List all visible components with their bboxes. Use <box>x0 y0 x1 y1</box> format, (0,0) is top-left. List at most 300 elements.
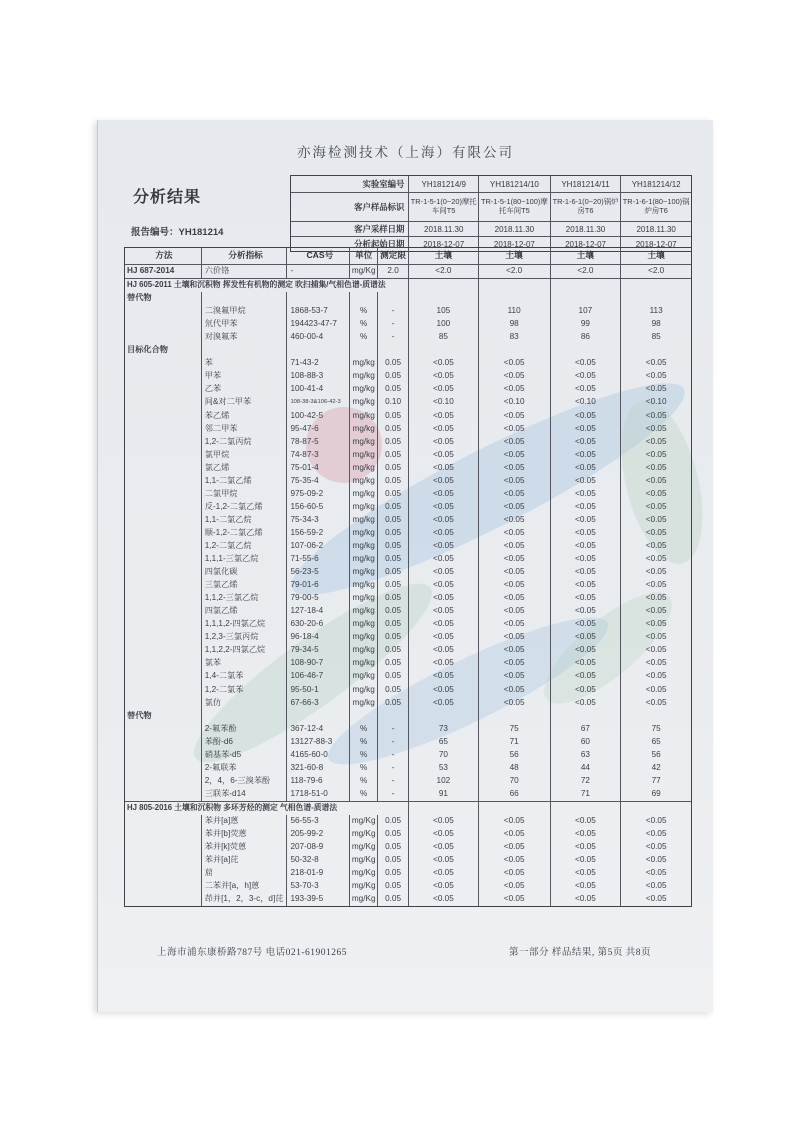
analyte-cell: 1,1-二氯乙烯 <box>202 475 288 488</box>
table-row <box>125 344 691 357</box>
analyte-cell: 1,2,3-三氯丙烷 <box>202 631 288 644</box>
table-row <box>125 514 691 527</box>
method-cell <box>125 383 202 396</box>
limit-cell: 0.05 <box>378 684 409 697</box>
unit-cell: mg/kg <box>350 670 378 683</box>
unit-cell: mg/Kg <box>350 893 378 906</box>
method-cell <box>125 396 202 409</box>
analyte-cell: 1,2-二氯丙烷 <box>202 436 288 449</box>
result-value-cell: <0.05 <box>479 553 551 566</box>
table-cell <box>551 344 622 357</box>
unit-cell: mg/kg <box>350 618 378 631</box>
result-value-cell: <0.05 <box>645 684 667 694</box>
cas-cell: 108-38-3&106-42-3 <box>287 396 350 409</box>
result-value-cell: <2.0 <box>648 266 665 275</box>
table-row <box>125 893 691 906</box>
result-value-cell: <0.05 <box>479 449 551 462</box>
sample-header-label: 客户样品标识 <box>291 193 409 221</box>
result-value-cell: <0.05 <box>409 370 479 383</box>
cas-cell: 193-39-5 <box>287 893 350 906</box>
table-cell <box>202 292 288 305</box>
unit-cell: mg/kg <box>350 631 378 644</box>
analyte-cell: 四氯乙烯 <box>202 605 288 618</box>
result-value-cell: <0.05 <box>409 880 479 893</box>
result-value-cell: <0.05 <box>409 514 479 527</box>
limit-cell: 0.10 <box>378 396 409 409</box>
table-row <box>125 331 691 344</box>
cas-cell: 118-79-6 <box>287 775 350 788</box>
table-row <box>125 553 691 566</box>
cas-cell: 367-12-4 <box>287 723 350 736</box>
result-value-cell: 85 <box>651 332 661 342</box>
method-cell <box>125 501 202 514</box>
cas-cell: 156-59-2 <box>287 527 350 540</box>
table-row <box>125 788 691 801</box>
method-cell <box>125 670 202 683</box>
result-value-cell: 56 <box>479 749 551 762</box>
section-title-cell: HJ 605-2011 土壤和沉积物 挥发性有机物的测定 吹扫捕集/气相色谱-质谱法 <box>125 279 409 292</box>
method-cell <box>125 749 202 762</box>
result-value-cell: <0.05 <box>551 697 622 710</box>
result-value-cell: <0.10 <box>645 397 667 407</box>
analyte-cell: 苯酚-d6 <box>202 736 288 749</box>
unit-cell: mg/kg <box>350 592 378 605</box>
result-value-cell: <0.05 <box>479 370 551 383</box>
result-value-cell: <0.05 <box>645 658 667 668</box>
result-value-cell: <0.05 <box>409 462 479 475</box>
result-value-cell: 69 <box>651 788 661 798</box>
method-cell <box>125 449 202 462</box>
unit-cell: mg/kg <box>350 383 378 396</box>
analyte-cell: 甲苯 <box>202 370 288 383</box>
result-value-cell: <0.05 <box>479 631 551 644</box>
result-value-cell: <0.10 <box>409 396 479 409</box>
unit-cell: % <box>350 723 378 736</box>
limit-cell: 0.05 <box>378 841 409 854</box>
analyte-cell: 茚并[1，2，3-c，d]芘 <box>202 893 288 906</box>
cas-cell: 975-09-2 <box>287 488 350 501</box>
cas-cell: 79-00-5 <box>287 592 350 605</box>
limit-cell: 0.05 <box>378 592 409 605</box>
analyte-cell: 对溴氟苯 <box>202 331 288 344</box>
result-value-cell: <0.05 <box>551 867 622 880</box>
cas-cell: 218-01-9 <box>287 867 350 880</box>
table-row <box>125 684 691 697</box>
sample-header-value: 2018.11.30 <box>551 222 622 236</box>
result-value-cell: 100 <box>409 318 479 331</box>
result-value-cell: <0.05 <box>479 657 551 670</box>
cas-cell: 100-42-5 <box>287 410 350 423</box>
table-cell <box>479 279 551 292</box>
analyte-cell: 苯并[b]荧蒽 <box>202 828 288 841</box>
sample-header-value: 2018.11.30 <box>409 222 479 236</box>
method-cell <box>125 867 202 880</box>
cas-cell: 13127-88-3 <box>287 736 350 749</box>
table-cell <box>621 344 691 357</box>
unit-cell: mg/Kg <box>350 880 378 893</box>
table-row <box>125 867 691 880</box>
table-row <box>125 828 691 841</box>
sample-header-value: TR-1-6-1(80~100)锅炉房T6 <box>622 197 690 215</box>
method-cell <box>125 854 202 867</box>
limit-cell: 0.05 <box>378 423 409 436</box>
limit-cell: 0.05 <box>378 618 409 631</box>
table-row <box>125 436 691 449</box>
method-cell <box>125 423 202 436</box>
result-value-cell: <0.05 <box>645 868 667 878</box>
result-value-cell: 73 <box>409 723 479 736</box>
result-value-cell: <0.05 <box>409 644 479 657</box>
method-cell <box>125 553 202 566</box>
table-row <box>125 631 691 644</box>
result-value-cell: <0.05 <box>645 842 667 852</box>
result-value-cell: <0.05 <box>479 867 551 880</box>
result-value-cell: <0.05 <box>479 475 551 488</box>
result-value-cell: <0.05 <box>645 671 667 681</box>
result-value-cell: <0.05 <box>409 410 479 423</box>
result-value-cell: <0.05 <box>409 893 479 906</box>
result-value-cell: <0.05 <box>551 631 622 644</box>
result-value-cell: <2.0 <box>479 265 551 278</box>
result-value-cell: <0.05 <box>551 475 622 488</box>
method-cell <box>125 736 202 749</box>
unit-cell: % <box>350 305 378 318</box>
result-value-cell: <0.05 <box>479 841 551 854</box>
method-cell <box>125 436 202 449</box>
table-row <box>125 488 691 501</box>
cas-cell: 207-08-9 <box>287 841 350 854</box>
sample-header-value: YH181214/9 <box>409 176 479 192</box>
sample-header-value: 2018-12-07 <box>479 237 551 251</box>
result-value-cell: <0.05 <box>409 449 479 462</box>
unit-cell: mg/kg <box>350 514 378 527</box>
method-cell <box>125 880 202 893</box>
table-cell <box>621 802 691 815</box>
cas-cell: 50-32-8 <box>287 854 350 867</box>
result-value-cell: <0.05 <box>645 632 667 642</box>
table-cell <box>479 710 551 723</box>
cas-cell: 1868-53-7 <box>287 305 350 318</box>
analyte-cell: 1,1,2,2-四氯乙烷 <box>202 644 288 657</box>
sample-header-value: TR-1-6-1(0~20)锅炉房T6 <box>551 193 622 221</box>
unit-cell: mg/kg <box>350 644 378 657</box>
analyte-cell: 苯乙烯 <box>202 410 288 423</box>
limit-cell: 0.05 <box>378 854 409 867</box>
cas-cell: 321-60-8 <box>287 762 350 775</box>
unit-cell: mg/Kg <box>350 828 378 841</box>
result-value-cell: <0.05 <box>409 423 479 436</box>
cas-cell: 78-87-5 <box>287 436 350 449</box>
result-value-cell: 98 <box>479 318 551 331</box>
unit-cell: mg/kg <box>350 410 378 423</box>
cas-cell: 75-35-4 <box>287 475 350 488</box>
result-value-cell: 102 <box>409 775 479 788</box>
limit-cell: 0.05 <box>378 670 409 683</box>
table-cell <box>350 344 378 357</box>
analyte-cell: 二苯并[a，h]蒽 <box>202 880 288 893</box>
analyte-cell: 顺-1,2-二氯乙烯 <box>202 527 288 540</box>
analyte-cell: 2，4，6-三溴苯酚 <box>202 775 288 788</box>
table-row <box>125 592 691 605</box>
sample-header-value: 2018-12-07 <box>551 237 622 251</box>
result-value-cell: 56 <box>651 749 661 759</box>
cas-cell: 4165-60-0 <box>287 749 350 762</box>
result-value-cell: 91 <box>409 788 479 801</box>
result-value-cell: <0.05 <box>479 828 551 841</box>
limit-cell: - <box>378 749 409 762</box>
limit-cell: 0.05 <box>378 357 409 370</box>
table-row <box>125 318 691 331</box>
method-cell <box>125 828 202 841</box>
unit-cell: % <box>350 788 378 801</box>
table-cell <box>287 710 350 723</box>
results-header-cell: 土壤 <box>479 248 551 264</box>
result-value-cell: <0.05 <box>479 815 551 828</box>
result-value-cell: <0.05 <box>645 462 667 472</box>
result-value-cell: <0.05 <box>645 855 667 865</box>
sample-info-table <box>290 175 692 252</box>
cas-cell: 1718-51-0 <box>287 788 350 801</box>
results-header-cell: 土壤 <box>409 248 479 264</box>
unit-cell: mg/kg <box>350 697 378 710</box>
results-table <box>124 247 692 907</box>
limit-cell: 2.0 <box>378 265 409 278</box>
result-value-cell: <0.05 <box>551 670 622 683</box>
cas-cell: 75-34-3 <box>287 514 350 527</box>
result-value-cell: <0.05 <box>645 580 667 590</box>
result-value-cell: 63 <box>551 749 622 762</box>
limit-cell: 0.05 <box>378 631 409 644</box>
analyte-cell: 苯并[k]荧蒽 <box>202 841 288 854</box>
result-value-cell: <0.05 <box>551 684 622 697</box>
cas-cell: 75-01-4 <box>287 462 350 475</box>
limit-cell: - <box>378 331 409 344</box>
group-label-cell: 目标化合物 <box>125 344 202 357</box>
method-cell <box>125 527 202 540</box>
cas-cell: 630-20-6 <box>287 618 350 631</box>
limit-cell: - <box>378 305 409 318</box>
limit-cell: 0.05 <box>378 514 409 527</box>
result-value-cell: <0.05 <box>409 605 479 618</box>
table-row <box>125 605 691 618</box>
cas-cell: 67-66-3 <box>287 697 350 710</box>
table-row <box>125 657 691 670</box>
result-value-cell: <0.05 <box>645 697 667 707</box>
analyte-cell: 氯仿 <box>202 697 288 710</box>
unit-cell: % <box>350 318 378 331</box>
results-header-row <box>125 248 691 265</box>
result-value-cell: <0.05 <box>551 383 622 396</box>
result-value-cell: <0.05 <box>645 527 667 537</box>
result-value-cell: <0.05 <box>551 592 622 605</box>
result-value-cell: <0.05 <box>409 540 479 553</box>
table-row <box>125 801 691 815</box>
result-value-cell: <0.05 <box>645 554 667 564</box>
result-value-cell: <0.05 <box>479 670 551 683</box>
result-value-cell: <0.05 <box>409 357 479 370</box>
result-value-cell: <0.05 <box>551 553 622 566</box>
result-value-cell: <0.05 <box>479 644 551 657</box>
result-value-cell: <0.05 <box>409 436 479 449</box>
result-value-cell: 42 <box>651 762 661 772</box>
unit-cell: mg/kg <box>350 605 378 618</box>
cas-cell: 95-47-6 <box>287 423 350 436</box>
result-value-cell: <0.05 <box>479 566 551 579</box>
table-cell <box>378 344 409 357</box>
method-cell <box>125 657 202 670</box>
result-value-cell: 66 <box>479 788 551 801</box>
unit-cell: mg/kg <box>350 527 378 540</box>
cas-cell: 79-01-6 <box>287 579 350 592</box>
result-value-cell: <0.05 <box>645 645 667 655</box>
analyte-cell: 2-氟联苯 <box>202 762 288 775</box>
method-cell <box>125 475 202 488</box>
result-value-cell: <0.05 <box>645 540 667 550</box>
table-cell <box>551 710 622 723</box>
limit-cell: 0.05 <box>378 540 409 553</box>
analyte-cell: 乙苯 <box>202 383 288 396</box>
result-value-cell: <0.05 <box>479 697 551 710</box>
unit-cell: % <box>350 331 378 344</box>
cas-cell: 107-06-2 <box>287 540 350 553</box>
table-row <box>125 383 691 396</box>
method-cell <box>125 488 202 501</box>
unit-cell: mg/Kg <box>350 867 378 880</box>
unit-cell: mg/kg <box>350 357 378 370</box>
result-value-cell: <0.05 <box>409 527 479 540</box>
unit-cell: mg/Kg <box>350 815 378 828</box>
unit-cell: mg/kg <box>350 566 378 579</box>
method-cell <box>125 893 202 906</box>
result-value-cell: <0.05 <box>551 410 622 423</box>
result-value-cell: <0.05 <box>409 488 479 501</box>
result-value-cell: <0.05 <box>551 357 622 370</box>
result-value-cell: <0.05 <box>551 579 622 592</box>
result-value-cell: <0.05 <box>551 644 622 657</box>
table-row <box>125 723 691 736</box>
result-value-cell: <0.05 <box>645 475 667 485</box>
result-value-cell: 83 <box>479 331 551 344</box>
analyte-cell: 1,1,2-三氯乙烷 <box>202 592 288 605</box>
result-value-cell: <0.05 <box>409 867 479 880</box>
limit-cell: 0.05 <box>378 383 409 396</box>
sample-header-value: 2018.11.30 <box>479 222 551 236</box>
result-value-cell: <0.05 <box>645 829 667 839</box>
result-value-cell: <0.05 <box>409 815 479 828</box>
analyte-cell: 六价铬 <box>202 265 288 278</box>
results-header-cell: 单位 <box>350 248 378 264</box>
sample-header-row <box>291 193 691 222</box>
result-value-cell: <0.05 <box>551 841 622 854</box>
result-value-cell: 105 <box>409 305 479 318</box>
result-value-cell: <0.05 <box>551 540 622 553</box>
result-value-cell: <0.05 <box>479 488 551 501</box>
result-value-cell: <0.05 <box>645 567 667 577</box>
sample-header-value: TR-1-5-1(0~20)摩托车间T5 <box>409 193 479 221</box>
table-cell <box>202 710 288 723</box>
analyte-cell: 苯并[a]芘 <box>202 854 288 867</box>
result-value-cell: <0.05 <box>551 449 622 462</box>
method-cell <box>125 370 202 383</box>
method-cell <box>125 331 202 344</box>
result-value-cell: <0.05 <box>409 501 479 514</box>
report-number-value: YH181214 <box>178 227 224 238</box>
result-value-cell: <0.05 <box>409 618 479 631</box>
table-cell <box>551 802 622 815</box>
limit-cell: - <box>378 788 409 801</box>
result-value-cell: 107 <box>551 305 622 318</box>
result-value-cell: <0.05 <box>645 514 667 524</box>
results-header-cell: 分析指标 <box>202 248 288 264</box>
method-cell <box>125 305 202 318</box>
limit-cell: - <box>378 723 409 736</box>
limit-cell: 0.05 <box>378 828 409 841</box>
result-value-cell: <0.05 <box>409 631 479 644</box>
table-row <box>125 501 691 514</box>
method-cell <box>125 514 202 527</box>
table-cell <box>409 802 479 815</box>
limit-cell: 0.05 <box>378 501 409 514</box>
method-cell <box>125 605 202 618</box>
table-row <box>125 618 691 631</box>
unit-cell: mg/kg <box>350 396 378 409</box>
table-row <box>125 854 691 867</box>
table-cell <box>551 279 622 292</box>
table-row <box>125 527 691 540</box>
method-cell <box>125 462 202 475</box>
unit-cell: mg/kg <box>350 553 378 566</box>
analyte-cell: 1,2-二氯苯 <box>202 684 288 697</box>
results-header-cell: 土壤 <box>551 248 622 264</box>
result-value-cell: <0.05 <box>645 423 667 433</box>
table-cell <box>409 279 479 292</box>
cas-cell: 108-88-3 <box>287 370 350 383</box>
unit-cell: mg/kg <box>350 684 378 697</box>
table-row <box>125 644 691 657</box>
unit-cell: mg/kg <box>350 436 378 449</box>
result-value-cell: 65 <box>651 736 661 746</box>
report-number <box>131 224 223 238</box>
result-value-cell: <0.05 <box>645 358 667 368</box>
result-value-cell: <0.10 <box>551 396 622 409</box>
table-row <box>125 305 691 318</box>
unit-cell: mg/kg <box>350 488 378 501</box>
unit-cell: % <box>350 736 378 749</box>
result-value-cell: 70 <box>479 775 551 788</box>
result-value-cell: 44 <box>551 762 622 775</box>
result-value-cell: <0.05 <box>551 880 622 893</box>
result-value-cell: <0.05 <box>645 410 667 420</box>
result-value-cell: <0.05 <box>551 462 622 475</box>
cas-cell: 194423-47-7 <box>287 318 350 331</box>
result-value-cell: <0.05 <box>479 618 551 631</box>
limit-cell: 0.05 <box>378 644 409 657</box>
sample-header-value: 2018-12-07 <box>409 237 479 251</box>
result-value-cell: <0.05 <box>479 880 551 893</box>
table-row <box>125 815 691 828</box>
analyte-cell: 四氯化碳 <box>202 566 288 579</box>
table-cell <box>287 344 350 357</box>
table-cell <box>287 292 350 305</box>
cas-cell: - <box>287 265 350 278</box>
result-value-cell: <0.05 <box>551 514 622 527</box>
table-row <box>125 749 691 762</box>
analyte-cell: 间&对二甲苯 <box>202 396 288 409</box>
limit-cell: - <box>378 318 409 331</box>
cas-cell: 100-41-4 <box>287 383 350 396</box>
result-value-cell: <0.05 <box>479 527 551 540</box>
sample-header-value: YH181214/11 <box>551 176 622 192</box>
